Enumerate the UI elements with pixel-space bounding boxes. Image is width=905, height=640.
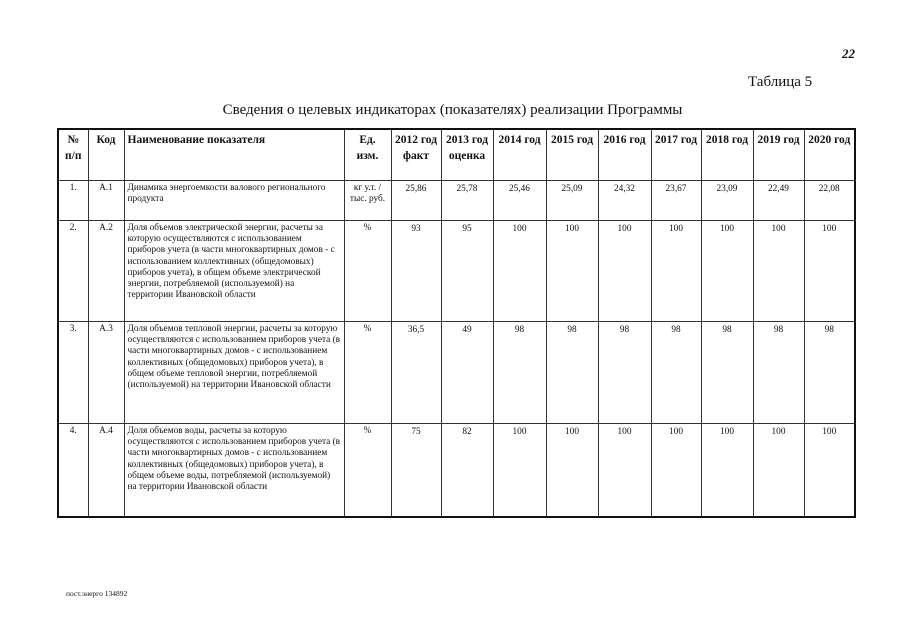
table-row: [58, 181, 855, 221]
footer-code: пост.энерго 134892: [66, 589, 128, 598]
row-value: 100: [753, 221, 804, 322]
row-num: 4.: [58, 424, 88, 518]
header-year: 2017 год: [651, 129, 701, 181]
row-value: 100: [651, 221, 701, 322]
row-value: 100: [598, 424, 651, 518]
row-code: А.3: [88, 322, 124, 424]
row-unit: кг у.т. / тыс. руб.: [344, 181, 391, 221]
row-name: Доля объемов воды, расчеты за которую осуществляются с использованием приборов учета (в части многоквартирных домов - с использованием коллективных (общедомовых) приборов учета), в общем объеме воды, потребляемой (используемой) на территории Ивановской области: [124, 424, 344, 518]
header-unit: Ед. изм.: [344, 129, 391, 181]
row-num: 1.: [58, 181, 88, 221]
header-name: Наименование показателя: [124, 129, 344, 181]
header-year: 2015 год: [546, 129, 598, 181]
row-value: 100: [804, 221, 855, 322]
row-value: 49: [441, 322, 493, 424]
row-value: 25,86: [391, 181, 441, 221]
row-value: 100: [493, 221, 546, 322]
row-value: 100: [753, 424, 804, 518]
row-code: А.2: [88, 221, 124, 322]
row-unit: %: [344, 424, 391, 518]
header-num: № п/п: [58, 129, 88, 181]
handwritten-page-number: 22: [842, 46, 855, 61]
header-year: 2013 год оценка: [441, 129, 493, 181]
row-num: 3.: [58, 322, 88, 424]
row-value: 100: [651, 424, 701, 518]
row-value: 100: [546, 221, 598, 322]
row-code: А.1: [88, 181, 124, 221]
row-value: 75: [391, 424, 441, 518]
row-value: 98: [701, 322, 753, 424]
row-value: 82: [441, 424, 493, 518]
table-header-row: [58, 129, 855, 181]
header-year: 2019 год: [753, 129, 804, 181]
header-year: 2014 год: [493, 129, 546, 181]
row-value: 23,09: [701, 181, 753, 221]
row-value: 24,32: [598, 181, 651, 221]
row-value: 98: [753, 322, 804, 424]
header-year: 2018 год: [701, 129, 753, 181]
row-name: Доля объемов тепловой энергии, расчеты за которую осуществляются с использованием приборов учета (в части многоквартирных домов - с использованием коллективных (общедомовых) приборов учета), в общем объеме тепловой энергии, потребляемой (используемой) на территории Ивановской области: [124, 322, 344, 424]
row-name: Динамика энергоемкости валового регионального продукта: [124, 181, 344, 221]
row-value: 93: [391, 221, 441, 322]
row-value: 98: [598, 322, 651, 424]
row-value: 25,46: [493, 181, 546, 221]
row-code: А.4: [88, 424, 124, 518]
table-row: [58, 221, 855, 322]
row-value: 98: [651, 322, 701, 424]
row-value: 23,67: [651, 181, 701, 221]
document-title: Сведения о целевых индикаторах (показателях) реализации Программы: [222, 102, 683, 118]
row-value: 100: [701, 424, 753, 518]
row-name: Доля объемов электрической энергии, расчеты за которую осуществляются с использованием приборов учета (в части многоквартирных домов - с использованием коллективных (общедомовых) приборов учета), в общем объеме электрической энергии, потребляемой (используемой) на территории Ивановской области: [124, 221, 344, 322]
row-value: 25,09: [546, 181, 598, 221]
row-value: 98: [804, 322, 855, 424]
table-label: Таблица 5: [748, 74, 813, 90]
row-value: 98: [493, 322, 546, 424]
row-value: 98: [546, 322, 598, 424]
row-value: 100: [701, 221, 753, 322]
header-year: 2012 год факт: [391, 129, 441, 181]
row-value: 25,78: [441, 181, 493, 221]
header-year: 2016 год: [598, 129, 651, 181]
row-unit: %: [344, 221, 391, 322]
row-value: 100: [804, 424, 855, 518]
header-year: 2020 год: [804, 129, 855, 181]
row-value: 22,08: [804, 181, 855, 221]
table-row: [58, 322, 855, 424]
indicators-table: [57, 128, 856, 518]
table-row: [58, 424, 855, 518]
row-value: 100: [493, 424, 546, 518]
row-value: 36,5: [391, 322, 441, 424]
row-value: 95: [441, 221, 493, 322]
header-code: Код: [88, 129, 124, 181]
row-num: 2.: [58, 221, 88, 322]
row-value: 100: [546, 424, 598, 518]
row-value: 22,49: [753, 181, 804, 221]
row-value: 100: [598, 221, 651, 322]
row-unit: %: [344, 322, 391, 424]
